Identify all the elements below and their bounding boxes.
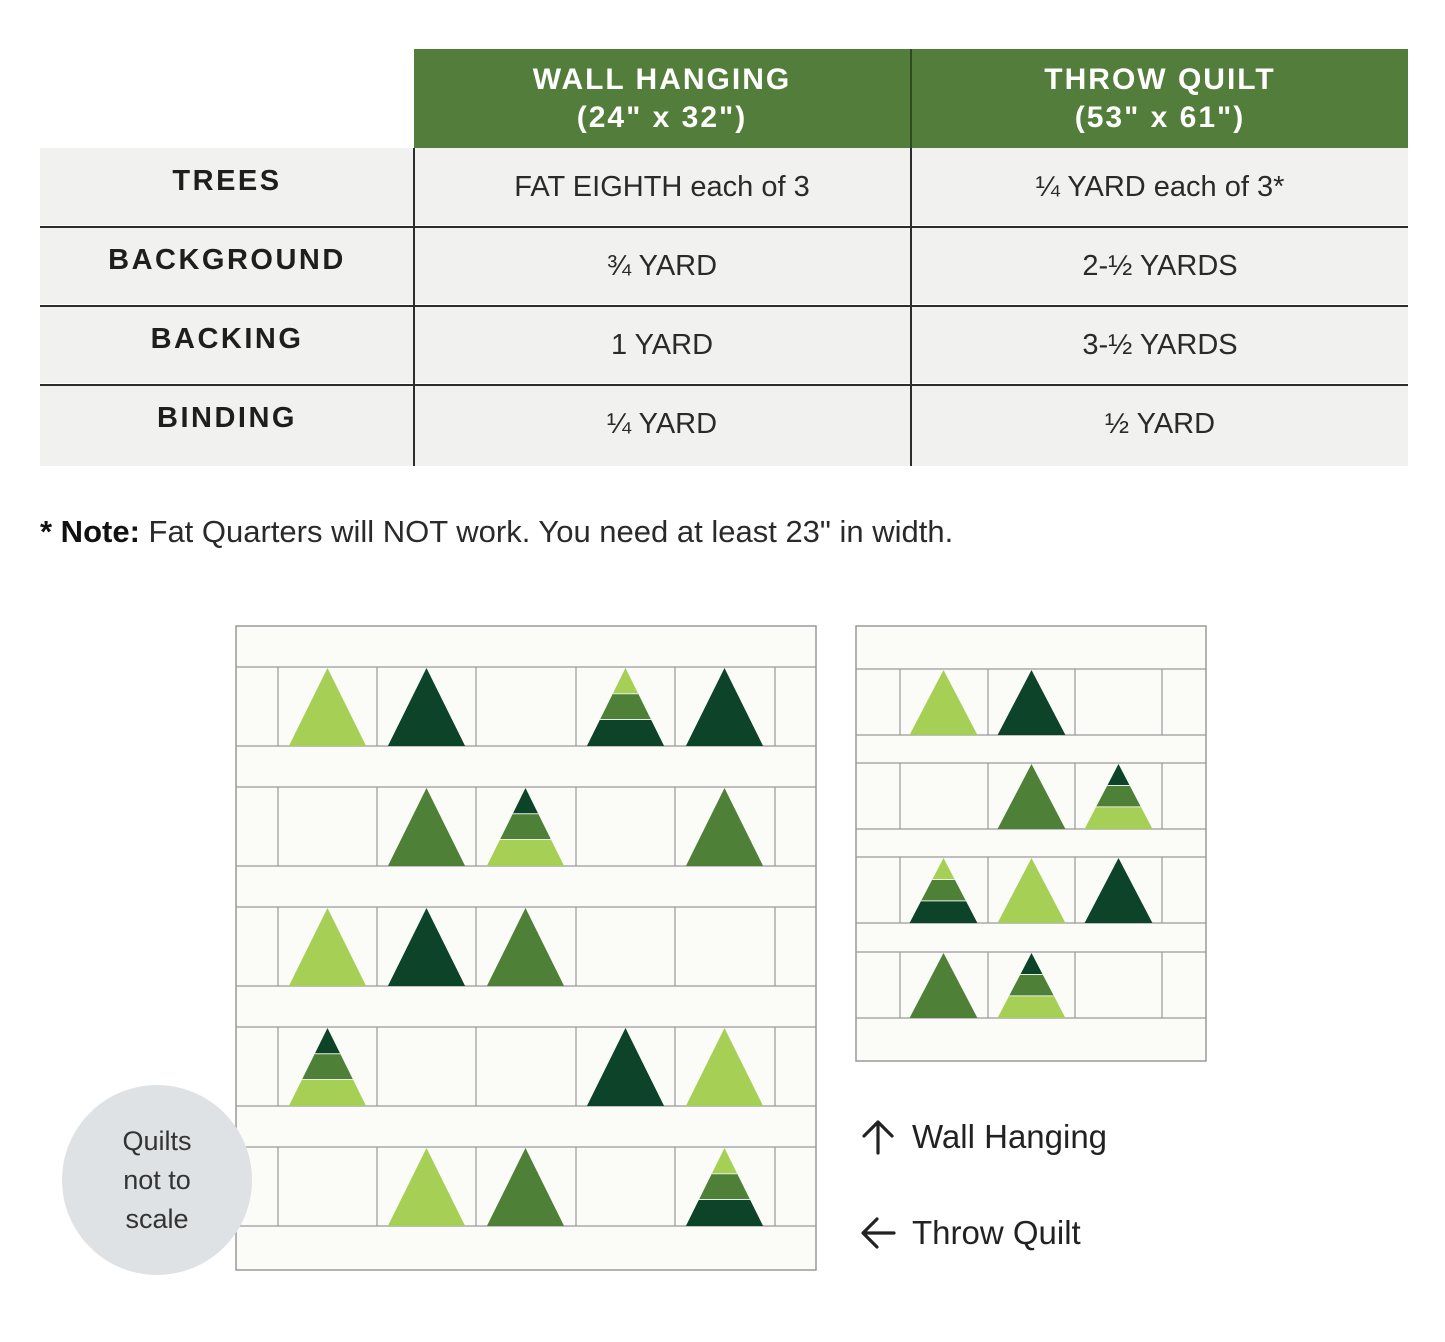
legend-wall-label: Wall Hanging (912, 1118, 1108, 1155)
tree-band (587, 719, 664, 746)
throw-quilt-diagram (236, 626, 816, 1270)
throw-cell: ½ YARD (1104, 408, 1216, 440)
tree-band (686, 1199, 763, 1226)
tree-band (998, 996, 1066, 1018)
tree-band (1085, 807, 1153, 829)
note-text: Fat Quarters will NOT work. You need at least 23" in width. (139, 514, 954, 549)
legend-throw-label: Throw Quilt (912, 1214, 1081, 1251)
wall-hanging-diagram (856, 626, 1206, 1061)
header-throw-size: (53" x 61") (1074, 100, 1246, 134)
row-label: TREES (172, 164, 282, 197)
throw-cell: 3-½ YARDS (1082, 329, 1238, 361)
wall-cell: ¼ YARD (606, 408, 718, 440)
row-label: BACKGROUND (108, 243, 346, 276)
arrow-up-icon (858, 1117, 898, 1157)
wall-cell: FAT EIGHTH each of 3 (514, 171, 810, 203)
throw-cell: ¼ YARD each of 3* (1035, 171, 1285, 203)
not-to-scale-badge (62, 1085, 252, 1275)
header-throw-title: THROW QUILT (1044, 62, 1276, 96)
row-label: BINDING (157, 401, 297, 434)
legend-wall-hanging (858, 1117, 1107, 1157)
badge-line: not to (123, 1164, 191, 1195)
header-wall-title: WALL HANGING (532, 62, 792, 96)
header-wall-size: (24" x 32") (576, 100, 748, 134)
tree-band (910, 901, 978, 923)
row-label: BACKING (150, 322, 304, 355)
badge-line: scale (125, 1203, 189, 1234)
tree-band (289, 1079, 366, 1106)
tree-band (487, 839, 564, 866)
wall-cell: 1 YARD (610, 329, 714, 361)
throw-cell: 2-½ YARDS (1082, 250, 1238, 282)
wall-cell: ¾ YARD (606, 250, 718, 282)
badge-line: Quilts (122, 1125, 192, 1156)
legend-throw-quilt (858, 1213, 1081, 1253)
arrow-left-icon (858, 1213, 898, 1253)
note-marker: * Note: (40, 514, 140, 549)
